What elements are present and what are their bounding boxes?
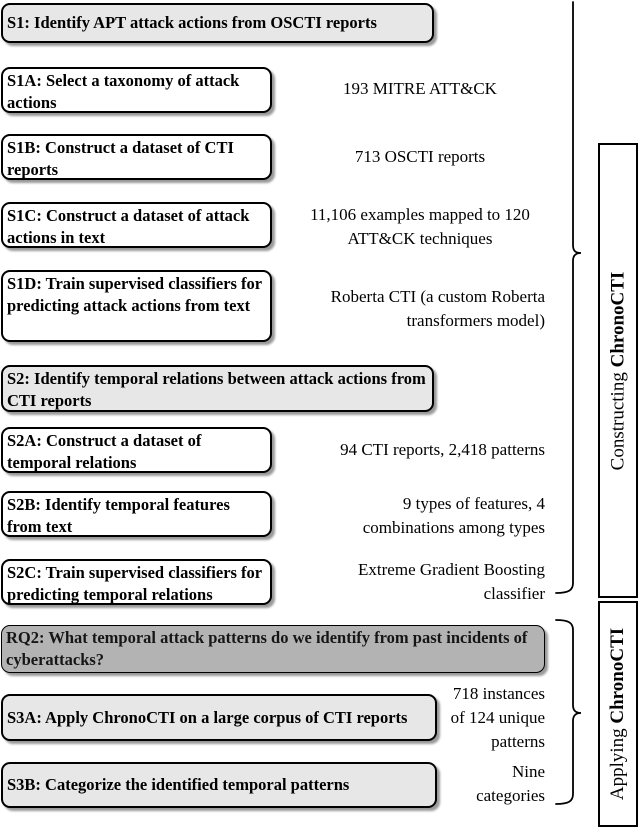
note-s2c: Extreme Gradient Boosting classifier — [358, 560, 545, 603]
question-box-rq2: RQ2: What temporal attack patterns do we identify from past incidents of cyberattacks? — [1, 625, 545, 673]
step-box-s2: S2: Identify temporal relations between attack actions from CTI reports — [1, 365, 434, 412]
group-label-applying-prefix: Applying — [607, 723, 629, 801]
step-box-s1a: S1A: Select a taxonomy of attack actions — [1, 67, 272, 113]
step-box-s1c: S1C: Construct a dataset of attack actions in text — [1, 202, 272, 248]
note-s3a: 718 instances of 124 unique patterns — [450, 684, 545, 751]
brace-applying — [556, 620, 581, 804]
step-box-s2c: S2C: Train supervised classifiers for predicting temporal relations — [1, 559, 272, 605]
note-s3b: Nine categories — [476, 762, 545, 805]
step-box-s1b: S1B: Construct a dataset of CTI reports — [1, 134, 272, 180]
note-s2a: 94 CTI reports, 2,418 patterns — [340, 440, 545, 459]
group-box-applying — [598, 601, 638, 827]
note-s2b: 9 types of features, 4 combinations among types — [362, 494, 545, 537]
step-box-s2b: S2B: Identify temporal features from text — [1, 491, 272, 537]
group-label-applying — [607, 628, 629, 800]
brace-constructing — [556, 2, 581, 593]
group-label-applying-name: ChronoCTI — [607, 627, 629, 724]
group-box-constructing — [598, 143, 638, 598]
step-box-s3b: S3B: Categorize the identified temporal patterns — [1, 762, 437, 808]
note-s1b: 713 OSCTI reports — [354, 147, 486, 166]
group-label-constructing-prefix: Constructing — [607, 366, 628, 470]
note-s1c: 11,106 examples mapped to 120 ATT&CK techniques — [310, 205, 530, 248]
note-s1a: 193 MITRE ATT&CK — [343, 79, 497, 98]
step-box-s1: S1: Identify APT attack actions from OSCTI reports — [1, 3, 434, 43]
step-box-s1d: S1D: Train supervised classifiers for predicting attack actions from text — [1, 270, 272, 342]
group-label-constructing-name: ChronoCTI — [607, 271, 628, 367]
step-box-s3a: S3A: Apply ChronoCTI on a large corpus of CTI reports — [1, 694, 437, 741]
group-label-constructing — [607, 271, 629, 470]
note-s1d: Roberta CTI (a custom Roberta transformers model) — [330, 287, 545, 330]
step-box-s2a: S2A: Construct a dataset of temporal relations — [1, 427, 272, 473]
